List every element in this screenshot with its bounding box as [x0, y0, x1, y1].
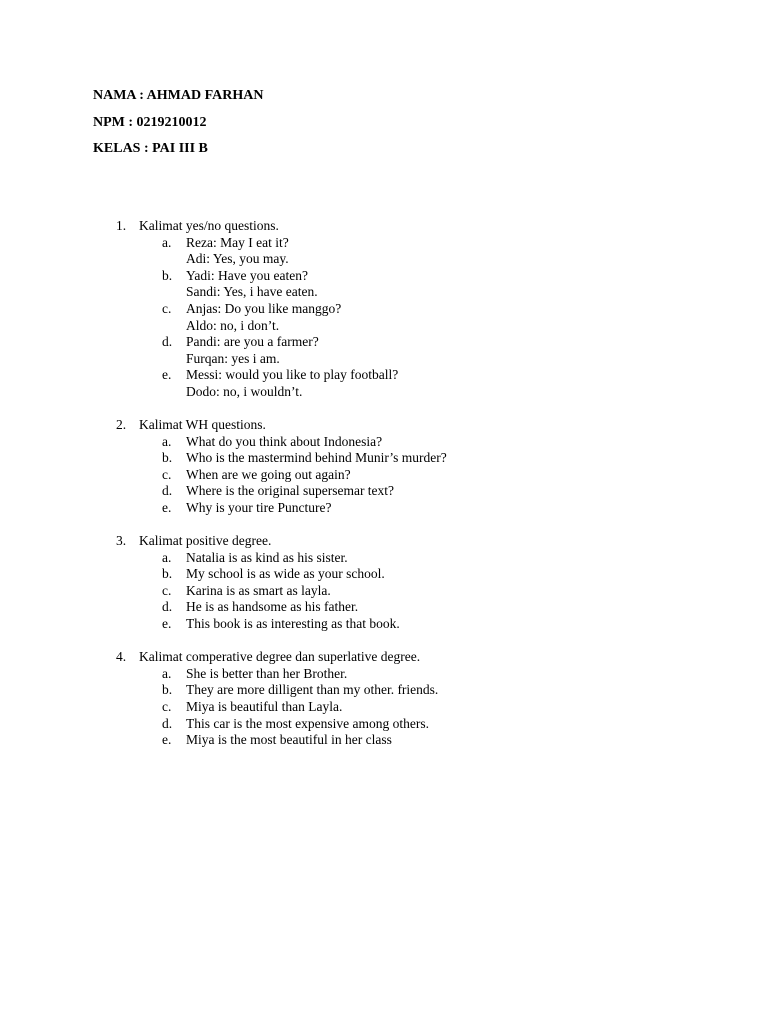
item-letter: e. [162, 500, 172, 515]
section-number: 2. [116, 417, 127, 433]
list-item [116, 334, 736, 351]
list-item [116, 351, 736, 368]
item-text: Dodo: no, i wouldn’t. [186, 383, 303, 399]
student-npm: NPM : 0219210012 [93, 114, 207, 130]
item-text: What do you think about Indonesia? [186, 433, 383, 449]
list-item [116, 566, 736, 583]
item-text: Pandi: are you a farmer? [186, 334, 319, 350]
item-text: Why is your tire Puncture? [186, 500, 332, 515]
section-number: 4. [116, 649, 127, 665]
list-item [116, 318, 736, 335]
item-letter: a. [162, 665, 172, 681]
section-title: Kalimat yes/no questions. [139, 218, 279, 233]
item-text: Sandi: Yes, i have eaten. [186, 284, 318, 300]
section-heading [116, 218, 736, 235]
list-item [116, 284, 736, 301]
item-letter: b. [162, 450, 173, 466]
item-text: He is as handsome as his father. [186, 599, 359, 615]
item-letter: a. [162, 433, 172, 449]
list-item [116, 434, 736, 451]
section-title: Kalimat WH questions. [139, 417, 266, 433]
list-item [116, 450, 736, 467]
item-letter: d. [162, 483, 173, 499]
item-letter: b. [162, 267, 173, 283]
exercise-section [116, 218, 736, 401]
item-text: Yadi: Have you eaten? [186, 267, 308, 283]
list-item [116, 500, 736, 517]
list-item [116, 616, 736, 633]
item-letter: c. [162, 466, 172, 482]
item-text: Adi: Yes, you may. [186, 251, 289, 267]
item-letter: a. [162, 549, 172, 565]
section-heading [116, 417, 736, 434]
list-item [116, 483, 736, 500]
item-text: Anjas: Do you like manggo? [186, 300, 342, 316]
item-text: Messi: would you like to play football? [186, 367, 399, 383]
item-letter: b. [162, 682, 173, 698]
item-text: Natalia is as kind as his sister. [186, 549, 348, 565]
list-item [116, 599, 736, 616]
section-title: Kalimat positive degree. [139, 533, 272, 549]
item-text: Miya is the most beautiful in her class [186, 732, 392, 748]
item-text: Who is the mastermind behind Munir’s murder? [186, 450, 447, 466]
item-letter: d. [162, 334, 173, 350]
list-item [116, 716, 736, 733]
section-number: 3. [116, 533, 127, 549]
list-item [116, 583, 736, 600]
item-text: She is better than her Brother. [186, 665, 348, 681]
list-item [116, 732, 736, 749]
item-letter: c. [162, 582, 172, 598]
list-item [116, 550, 736, 567]
section-number: 1. [116, 218, 127, 233]
item-letter: c. [162, 698, 172, 714]
list-item [116, 467, 736, 484]
list-item [116, 251, 736, 268]
item-text: Miya is beautiful than Layla. [186, 698, 343, 714]
list-item [116, 301, 736, 318]
item-text: This book is as interesting as that book. [186, 616, 400, 632]
exercise-section [116, 417, 736, 517]
item-letter: e. [162, 367, 172, 383]
item-letter: e. [162, 732, 172, 748]
student-name: NAMA : AHMAD FARHAN [93, 88, 264, 103]
item-letter: a. [162, 234, 172, 250]
item-letter: e. [162, 616, 172, 632]
section-heading [116, 649, 736, 666]
item-text: My school is as wide as your school. [186, 566, 385, 582]
list-item [116, 699, 736, 716]
list-item [116, 367, 736, 384]
item-text: Furqan: yes i am. [186, 350, 280, 366]
item-text: This car is the most expensive among others. [186, 715, 429, 731]
item-letter: d. [162, 715, 173, 731]
list-item [116, 235, 736, 252]
student-info-header [93, 87, 263, 167]
item-letter: d. [162, 599, 173, 615]
student-class: KELAS : PAI III B [93, 141, 208, 156]
item-letter: c. [162, 300, 172, 316]
item-text: When are we going out again? [186, 466, 351, 482]
item-text: Where is the original supersemar text? [186, 483, 395, 499]
item-letter: b. [162, 566, 173, 582]
list-item [116, 268, 736, 285]
list-item [116, 384, 736, 401]
list-item [116, 666, 736, 683]
section-heading [116, 533, 736, 550]
item-text: Karina is as smart as layla. [186, 582, 331, 598]
item-text: They are more dilligent than my other. friends. [186, 682, 439, 698]
exercise-section [116, 649, 736, 749]
exercise-section [116, 533, 736, 633]
item-text: Reza: May I eat it? [186, 234, 289, 250]
list-item [116, 682, 736, 699]
section-title: Kalimat comperative degree dan superlative degree. [139, 649, 421, 665]
item-text: Aldo: no, i don’t. [186, 317, 280, 333]
exercise-list [116, 218, 736, 765]
